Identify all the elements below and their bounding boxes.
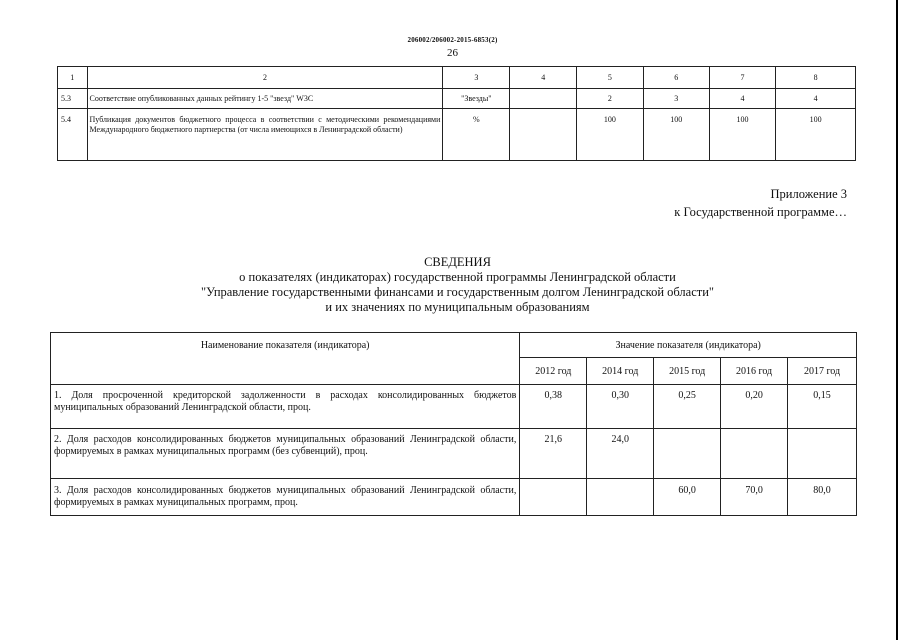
column-number: 4 xyxy=(510,67,577,89)
column-number: 8 xyxy=(776,67,856,89)
indicator-name: Соответствие опубликованных данных рейтингу 1-5 "звезд" W3C xyxy=(87,89,443,109)
value-cell xyxy=(721,429,788,479)
year-header: 2016 год xyxy=(721,358,788,385)
value-cell: 100 xyxy=(643,109,709,161)
document-title xyxy=(0,255,905,315)
table-header-row xyxy=(51,333,857,358)
value-cell: 21,6 xyxy=(520,429,587,479)
table-row xyxy=(51,479,857,516)
value-cell xyxy=(510,109,577,161)
appendix-line: к Государственной программе… xyxy=(674,205,847,219)
value-cell: 3 xyxy=(643,89,709,109)
appendix-caption xyxy=(674,185,847,221)
unit-cell: % xyxy=(443,109,510,161)
year-header: 2015 год xyxy=(654,358,721,385)
title-line: о показателях (индикаторах) государственной программы Ленинградской области xyxy=(239,270,676,284)
title-line: "Управление государственными финансами и государственным долгом Ленинградской области" xyxy=(200,285,715,299)
unit-cell: "Звезды" xyxy=(443,89,510,109)
value-cell: 0,30 xyxy=(587,385,654,429)
column-number: 7 xyxy=(709,67,775,89)
year-header: 2012 год xyxy=(520,358,587,385)
value-cell: 0,20 xyxy=(721,385,788,429)
column-number: 5 xyxy=(577,67,643,89)
row-number: 5.3 xyxy=(58,89,88,109)
value-cell: 24,0 xyxy=(587,429,654,479)
value-cell: 80,0 xyxy=(788,479,857,516)
indicators-table-continued xyxy=(57,66,856,161)
value-cell: 100 xyxy=(577,109,643,161)
value-cell: 100 xyxy=(709,109,775,161)
indicator-name: 3. Доля расходов консолидированных бюджетов муниципальных образований Ленинградской области, формируемых в рамках муниципальных программ, проц. xyxy=(51,479,520,516)
value-cell: 70,0 xyxy=(721,479,788,516)
appendix-line: Приложение 3 xyxy=(770,187,847,201)
title-line: СВЕДЕНИЯ xyxy=(424,255,491,269)
table-row xyxy=(51,429,857,479)
column-number: 2 xyxy=(87,67,443,89)
table-header-row xyxy=(58,67,856,89)
indicator-name: 2. Доля расходов консолидированных бюджетов муниципальных образований Ленинградской области, формируемых в рамках муниципальных программ (без субвенций), проц. xyxy=(51,429,520,479)
value-cell xyxy=(510,89,577,109)
indicator-value-header: Значение показателя (индикатора) xyxy=(520,333,857,358)
value-cell xyxy=(587,479,654,516)
column-number: 6 xyxy=(643,67,709,89)
year-header: 2014 год xyxy=(587,358,654,385)
indicator-name-header: Наименование показателя (индикатора) xyxy=(51,333,520,385)
value-cell: 100 xyxy=(776,109,856,161)
value-cell xyxy=(520,479,587,516)
value-cell: 0,25 xyxy=(654,385,721,429)
value-cell: 4 xyxy=(709,89,775,109)
table-row xyxy=(58,109,856,161)
value-cell: 0,15 xyxy=(788,385,857,429)
value-cell xyxy=(788,429,857,479)
value-cell: 0,38 xyxy=(520,385,587,429)
year-header: 2017 год xyxy=(788,358,857,385)
document-code: 206002/206002-2015-6853(2) xyxy=(407,36,498,44)
value-cell: 2 xyxy=(577,89,643,109)
column-number: 3 xyxy=(443,67,510,89)
value-cell: 4 xyxy=(776,89,856,109)
scan-border xyxy=(896,0,898,640)
indicator-name: 1. Доля просроченной кредиторской задолженности в расходах консолидированных бюджетов муниципальных образований Ленинградской области, проц. xyxy=(51,385,520,429)
table-row xyxy=(58,89,856,109)
indicator-name: Публикация документов бюджетного процесса в соответствии с методическими рекомендациями Международного бюджетного партнерства (от числа имеющихся в Ленинградской области) xyxy=(87,109,443,161)
column-number: 1 xyxy=(58,67,88,89)
value-cell xyxy=(654,429,721,479)
table-row xyxy=(51,385,857,429)
municipal-indicators-table xyxy=(50,332,857,516)
row-number: 5.4 xyxy=(58,109,88,161)
value-cell: 60,0 xyxy=(654,479,721,516)
title-line: и их значениях по муниципальным образованиям xyxy=(325,300,590,314)
page-number: 26 xyxy=(447,47,458,59)
